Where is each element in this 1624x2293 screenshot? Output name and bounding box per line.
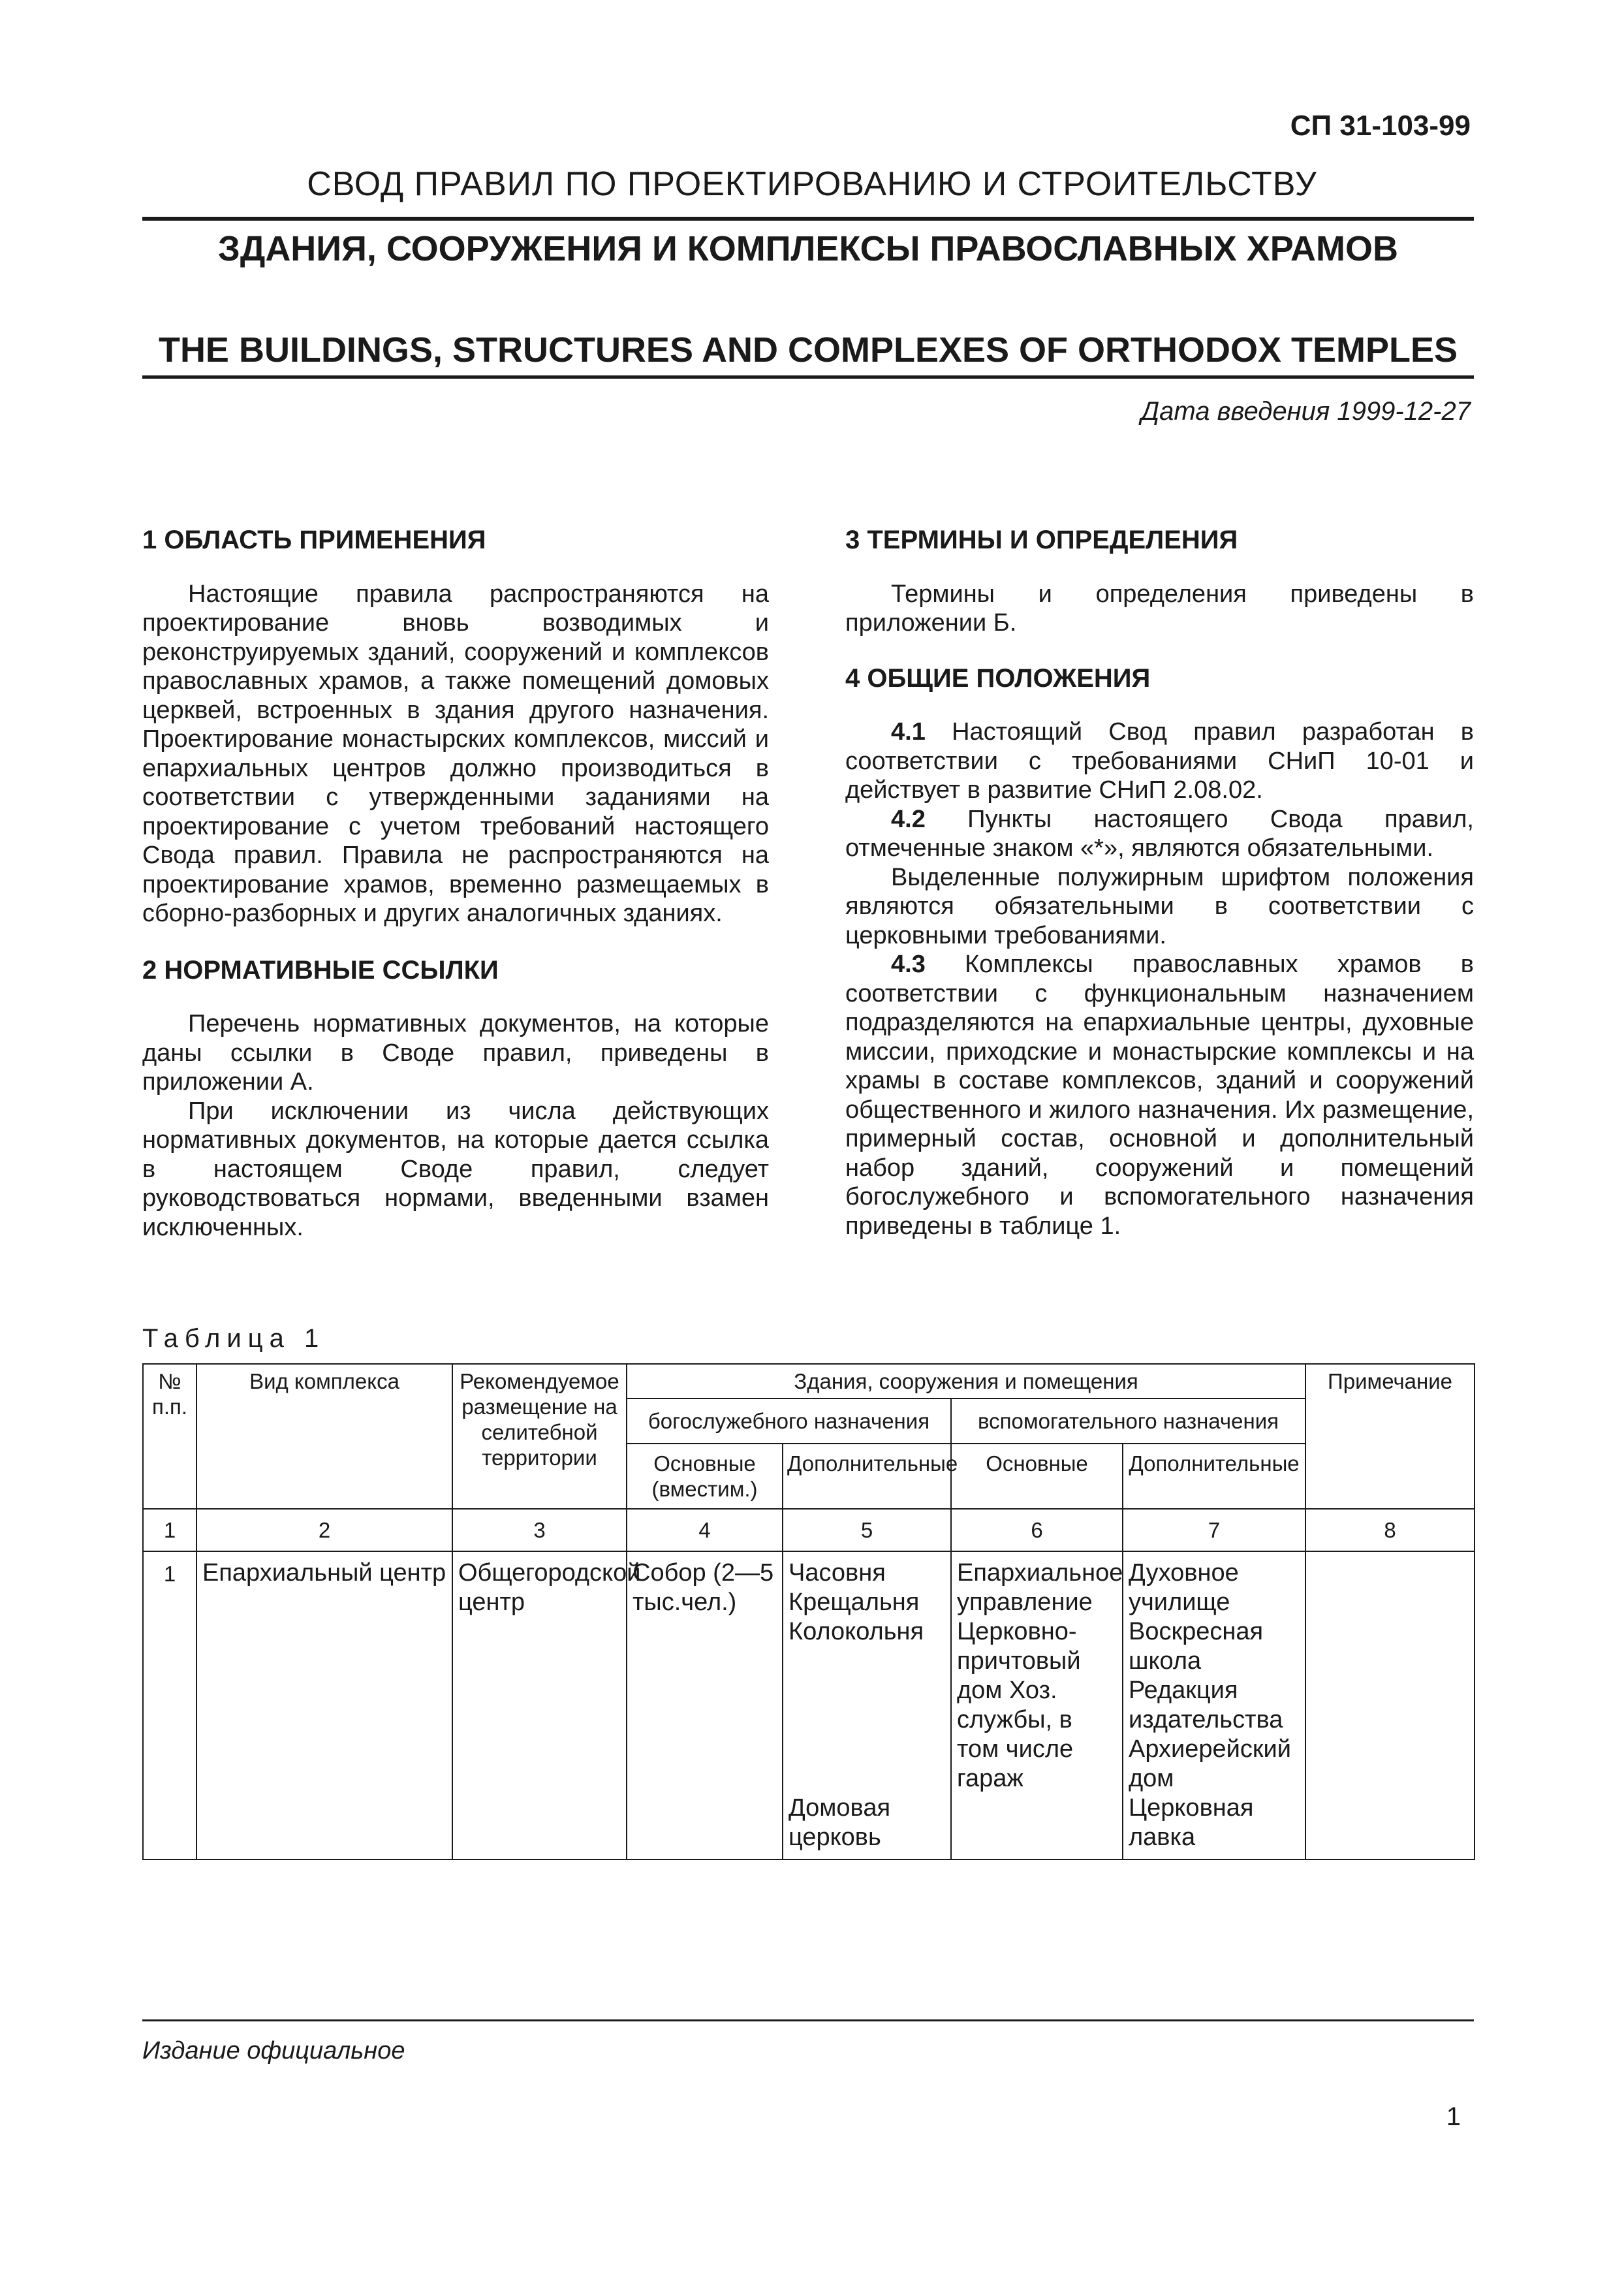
clause-4-2-number: 4.2 — [891, 805, 926, 833]
complex-type: Епархиальный центр — [196, 1551, 452, 1859]
table-header-row — [143, 1364, 1475, 1399]
column-number: 5 — [783, 1509, 951, 1551]
top-rule — [142, 217, 1474, 221]
footer-rule — [142, 2019, 1474, 2021]
column-number: 2 — [196, 1509, 452, 1551]
header-placement: Рекомендуемое размещение на селитебной территории — [452, 1364, 627, 1509]
right-column — [845, 526, 1474, 1241]
header-aux-additional: Дополнительные — [1123, 1444, 1305, 1509]
worship-additional-top: Часовня Крещальня Колокольня — [789, 1559, 924, 1645]
row-number: 1 — [143, 1551, 196, 1859]
clause-4-2 — [845, 805, 1474, 863]
clause-4-2-note: Выделенные полужирным шрифтом положения являются обязательными в соответствии с церковными требованиями. — [845, 863, 1474, 949]
header-buildings: Здания, сооружения и помещения — [627, 1364, 1305, 1399]
title-english: THE BUILDINGS, STRUCTURES AND COMPLEXES OF ORTHODOX TEMPLES — [158, 330, 1458, 370]
header-auxiliary: вспомогательного назначения — [951, 1399, 1305, 1444]
header-worship-additional: Дополнительные — [783, 1444, 951, 1509]
worship-additional-bottom: Домовая церковь — [789, 1794, 891, 1851]
section-1-text: Настоящие правила распространяются на проектирование вновь возводимых и реконструируемых зданий, сооружений и комплексов православных храмов, а также помещений домовых церквей, встроенных в здания другого назначения. Проектирование монастырских комплексов, миссий и епархиальных центров должно производиться в соответствии с утвержденными заданиями на проектирование с учетом требований настоящего Свода правил. Правила не распространяются на проектирование храмов, временно размещаемых в сборно-разборных и других аналогичных зданиях. — [142, 580, 769, 927]
column-number: 4 — [627, 1509, 783, 1551]
table-row — [143, 1551, 1475, 1859]
row-note — [1305, 1551, 1475, 1859]
clause-4-1-number: 4.1 — [891, 718, 926, 746]
header-aux-main: Основные — [951, 1444, 1123, 1509]
table-1 — [142, 1363, 1475, 1860]
column-number: 6 — [951, 1509, 1123, 1551]
clause-4-1 — [845, 718, 1474, 805]
worship-additional — [783, 1551, 951, 1859]
header-number: № п.п. — [143, 1364, 196, 1509]
left-column — [142, 526, 769, 1242]
introduction-date: Дата введения 1999-12-27 — [1140, 397, 1471, 426]
document-code: СП 31-103-99 — [1290, 110, 1471, 142]
header-worship-main: Основные (вместим.) — [627, 1444, 783, 1509]
table-caption: Таблица 1 — [142, 1324, 326, 1353]
section-3-heading: 3 ТЕРМИНЫ И ОПРЕДЕЛЕНИЯ — [845, 526, 1238, 554]
edition-label: Издание официальное — [142, 2037, 405, 2064]
page-number: 1 — [1446, 2102, 1461, 2131]
section-1-heading: 1 ОБЛАСТЬ ПРИМЕНЕНИЯ — [142, 526, 486, 554]
section-2-heading: 2 НОРМАТИВНЫЕ ССЫЛКИ — [142, 955, 499, 985]
column-number: 8 — [1305, 1509, 1475, 1551]
clause-4-2-text: Пункты настоящего Свода правил, отмеченные знаком «*», являются обязательными. — [845, 805, 1474, 862]
series-title: СВОД ПРАВИЛ ПО ПРОЕКТИРОВАНИЮ И СТРОИТЕЛЬСТВУ — [307, 165, 1317, 203]
clause-4-3-number: 4.3 — [891, 951, 926, 978]
column-number: 7 — [1123, 1509, 1305, 1551]
auxiliary-main: Епархиальное управление Церковно-причтовый дом Хоз. службы, в том числе гараж — [951, 1551, 1123, 1859]
column-numbers-row — [143, 1509, 1475, 1551]
header-worship: богослужебного назначения — [627, 1399, 951, 1444]
auxiliary-additional: Духовное училище Воскресная школа Редакция издательства Архиерейский дом Церковная лавка — [1123, 1551, 1305, 1859]
section-4-heading: 4 ОБЩИЕ ПОЛОЖЕНИЯ — [845, 663, 1151, 693]
worship-main: Собор (2—5 тыс.чел.) — [627, 1551, 783, 1859]
title-russian: ЗДАНИЯ, СООРУЖЕНИЯ И КОМПЛЕКСЫ ПРАВОСЛАВНЫХ ХРАМОВ — [218, 229, 1398, 268]
column-number: 3 — [452, 1509, 627, 1551]
section-2-para-1: Перечень нормативных документов, на которые даны ссылки в Своде правил, приведены в приложении А. — [142, 1010, 769, 1096]
section-2-para-2: При исключении из числа действующих нормативных документов, на которые дается ссылка в настоящем Своде правил, следует руководствоваться нормами, введенными взамен исключенных. — [142, 1097, 769, 1241]
clause-4-3 — [845, 950, 1474, 1241]
header-note: Примечание — [1305, 1364, 1475, 1509]
header-complex-type: Вид комплекса — [196, 1364, 452, 1509]
title-rule — [142, 375, 1474, 379]
column-number: 1 — [143, 1509, 196, 1551]
placement: Общегородской центр — [452, 1551, 627, 1859]
clause-4-3-text: Комплексы православных храмов в соответствии с функциональным назначением подразделяются на епархиальные центры, духовные миссии, приходские и монастырские комплексы и на храмы в составе комплексов, зданий и сооружений общественного и жилого назначения. Их размещение, примерный состав, основной и дополнительный набор зданий, сооружений и помещений богослужебного и вспомогательного назначения приведены в таблице 1. — [845, 951, 1474, 1240]
section-3-text: Термины и определения приведены в приложении Б. — [845, 580, 1474, 637]
clause-4-1-text: Настоящий Свод правил разработан в соответствии с требованиями СНиП 10-01 и действует в развитие СНиП 2.08.02. — [845, 718, 1474, 804]
